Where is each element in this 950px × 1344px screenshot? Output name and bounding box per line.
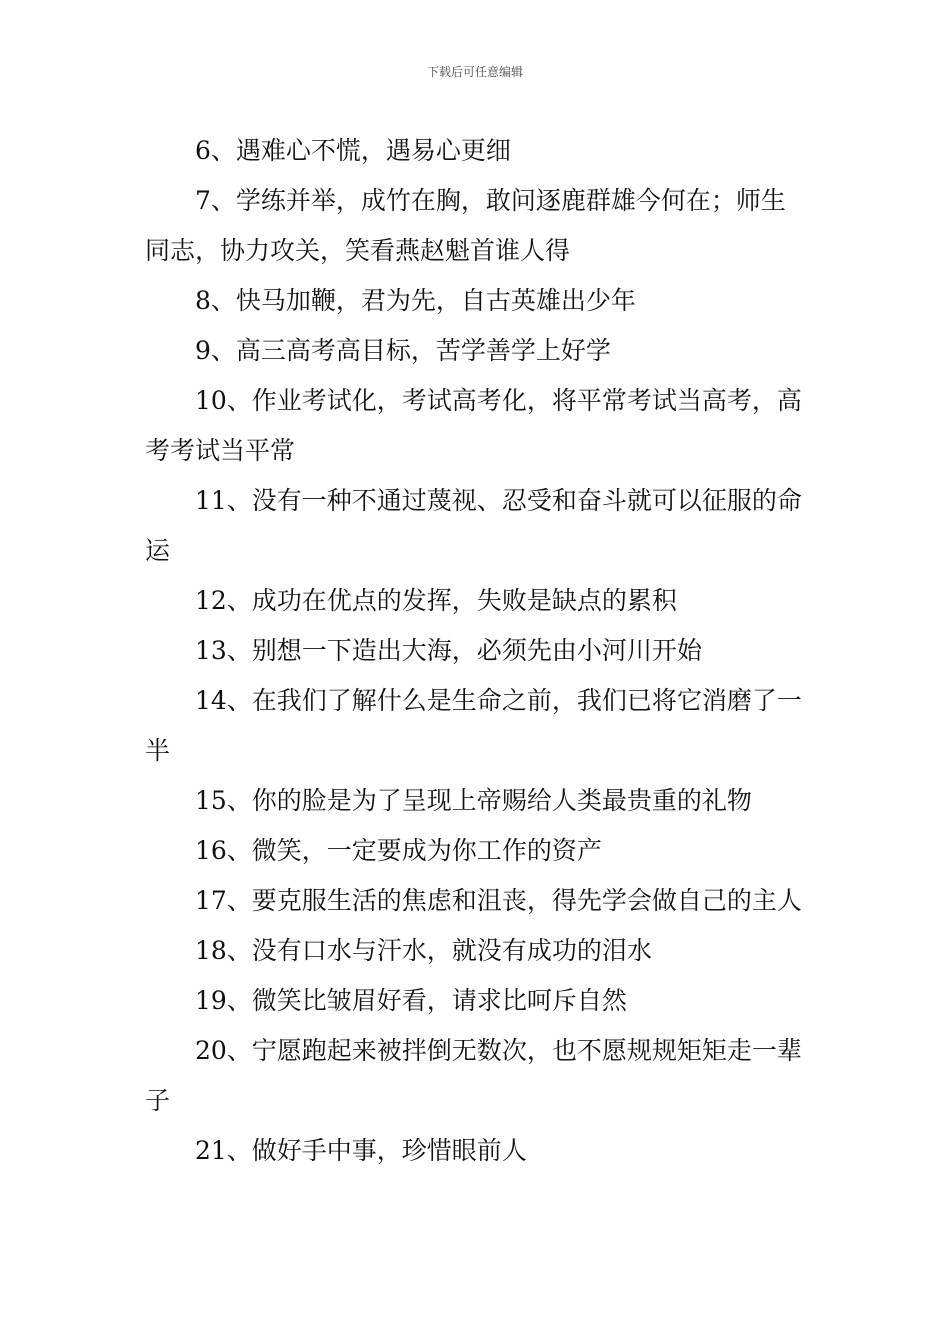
list-item: 10、作业考试化，考试高考化，将平常考试当高考，高考考试当平常 (145, 386, 802, 465)
page-header: 下载后可任意编辑 (426, 65, 523, 79)
list-item: 19、微笑比皱眉好看，请求比呵斥自然 (195, 986, 627, 1015)
list-item: 7、学练并举，成竹在胸，敢问逐鹿群雄今何在；师生同志，协力攻关，笑看燕赵魁首谁人得 (145, 186, 786, 265)
list-item: 9、高三高考高目标，苦学善学上好学 (195, 336, 611, 365)
list-item: 20、宁愿跑起来被拌倒无数次，也不愿规规矩矩走一辈子 (145, 1036, 802, 1115)
list-item: 13、别想一下造出大海，必须先由小河川开始 (195, 636, 702, 665)
list-item: 14、在我们了解什么是生命之前，我们已将它消磨了一半 (145, 686, 802, 765)
quote-list (145, 126, 810, 1176)
list-item: 18、没有口水与汗水，就没有成功的泪水 (195, 936, 652, 965)
list-item: 11、没有一种不通过蔑视、忍受和奋斗就可以征服的命运 (145, 486, 802, 565)
list-item: 16、微笑，一定要成为你工作的资产 (195, 836, 602, 865)
list-item: 17、要克服生活的焦虑和沮丧，得先学会做自己的主人 (195, 886, 802, 915)
list-item: 8、快马加鞭，君为先，自古英雄出少年 (195, 286, 636, 315)
list-item: 15、你的脸是为了呈现上帝赐给人类最贵重的礼物 (195, 786, 752, 815)
list-item: 12、成功在优点的发挥，失败是缺点的累积 (195, 586, 677, 615)
list-item: 21、做好手中事，珍惜眼前人 (195, 1136, 527, 1165)
list-item: 6、遇难心不慌，遇易心更细 (195, 136, 511, 165)
